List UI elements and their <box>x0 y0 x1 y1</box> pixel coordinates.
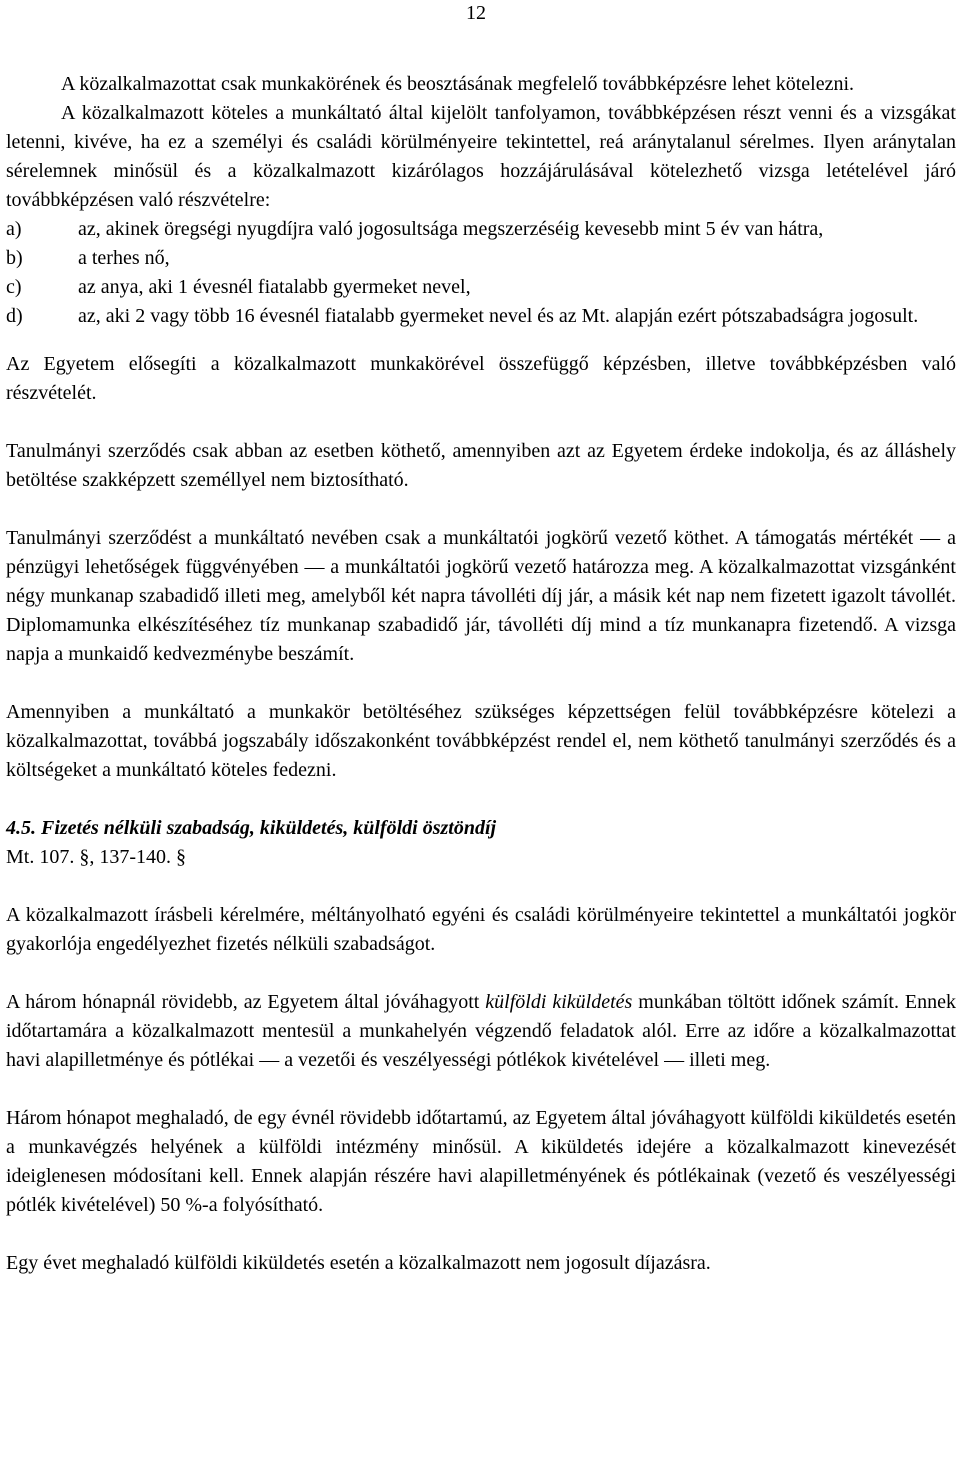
text-run: A három hónapnál rövidebb, az Egyetem által jóváhagyott <box>6 991 486 1013</box>
emphasis-text: külföldi kiküldetés <box>485 991 633 1013</box>
paragraph-long-assignment: Egy évet meghaladó külföldi kiküldetés esetén a közalkalmazott nem jogosult díjazásra. <box>6 1252 711 1274</box>
paragraph-study-contract-details: Tanulmányi szerződést a munkáltató nevében csak a munkáltatói jogkörű vezető köthet. A támogatás mértékét — a pénzügyi lehetőségek függvényében — a munkáltatói jogkörű vezető határozza meg. A közalkalmazottat vizsgánként négy munkanap szabadidő illeti meg, amelyből két napra távolléti díj jár, a másik két nap nem fizetett igazolt távollét. Diplomamunka elkészítéséhez tíz munkanap szabadidő jár, távolléti díj mind a tíz munkanapra fizetendő. A vizsga napja a munkaidő kedvezménybe beszámít. <box>6 527 956 665</box>
paragraph-medium-assignment: Három hónapot meghaladó, de egy évnél rövidebb időtartamú, az Egyetem által jóváhagyott külföldi kiküldetés esetén a munkavégzés helyének a külföldi intézmény minősül. A kiküldetés idejére a közalkalmazott kinevezését ideiglenesen módosítani kell. Ennek alapján részére havi alapilletményének és pótlékainak (vezető és veszélyességi pótlék kivételével) 50 %-a folyósítható. <box>6 1107 956 1216</box>
list-item <box>6 244 956 273</box>
list-item <box>6 215 956 244</box>
section-heading: 4.5. Fizetés nélküli szabadság, kiküldetés, külföldi ösztöndíj <box>6 817 497 839</box>
text-run: munkában töltött időnek számít. Ennek időtartamára a közalkalmazott mentesül a munkahelyén végzendő feladatok alól. Erre az időre a közalkalmazottat havi alapilletménye és pótlékai — a vezetői és veszélyességi pótlékok kivételével — illeti meg. <box>6 991 956 1071</box>
section-reference: Mt. 107. §, 137-140. § <box>6 846 186 868</box>
list-item-label: a) <box>6 218 22 240</box>
list-item-label: b) <box>6 247 23 269</box>
exemption-list <box>6 215 956 331</box>
paragraph-study-contract: Tanulmányi szerződés csak abban az esetben köthető, amennyiben azt az Egyetem érdeke indokolja, és az álláshely betöltése szakképzett személlyel nem biztosítható. <box>6 440 956 491</box>
paragraph-unpaid-leave: A közalkalmazott írásbeli kérelmére, méltányolható egyéni és családi körülményeire tekintettel a munkáltatói jogkör gyakorlója engedélyezhet fizetés nélküli szabadságot. <box>6 904 956 955</box>
list-item-label: c) <box>6 276 22 298</box>
list-item <box>6 273 956 302</box>
paragraph-university-support: Az Egyetem elősegíti a közalkalmazott munkakörével összefüggő képzésben, illetve továbbképzésben való részvételét. <box>6 353 956 404</box>
paragraph-short-assignment <box>6 988 956 1075</box>
paragraph-mandatory-training: Amennyiben a munkáltató a munkakör betöltéséhez szükséges képzettségen felül továbbképzésre kötelezi a közalkalmazottat, továbbá jogszabály időszakonként továbbképzést rendel el, nem köthető tanulmányi szerződés és a költségeket a munkáltató köteles fedezni. <box>6 701 956 781</box>
list-item-text: a terhes nő, <box>78 247 170 269</box>
page-number: 12 <box>466 2 486 24</box>
paragraph-training-obligation: A közalkalmazottat csak munkakörének és beosztásának megfelelő továbbképzésre lehet kötelezni. <box>61 73 855 95</box>
paragraph-exam-obligation: A közalkalmazott köteles a munkáltató által kijelölt tanfolyamon, továbbképzésen részt venni és a vizsgákat letenni, kivéve, ha ez a személyi és családi körülményeire tekintettel, reá aránytalanul sérelmes. Ilyen aránytalan sérelemnek minősül és a közalkalmazott kizárólagos hozzájárulásával kötelezhető vizsga letételével járó továbbképzésen való részvételre: <box>6 102 956 211</box>
list-item-text: az anya, aki 1 évesnél fiatalabb gyermeket nevel, <box>78 276 471 298</box>
list-item-label: d) <box>6 305 23 327</box>
document-page <box>6 0 956 1278</box>
list-item <box>6 302 956 331</box>
list-item-text: az, akinek öregségi nyugdíjra való jogosultsága megszerzéséig kevesebb mint 5 év van hátra, <box>78 218 824 240</box>
list-item-text: az, aki 2 vagy több 16 évesnél fiatalabb gyermeket nevel és az Mt. alapján ezért pótszabadságra jogosult. <box>78 305 919 327</box>
